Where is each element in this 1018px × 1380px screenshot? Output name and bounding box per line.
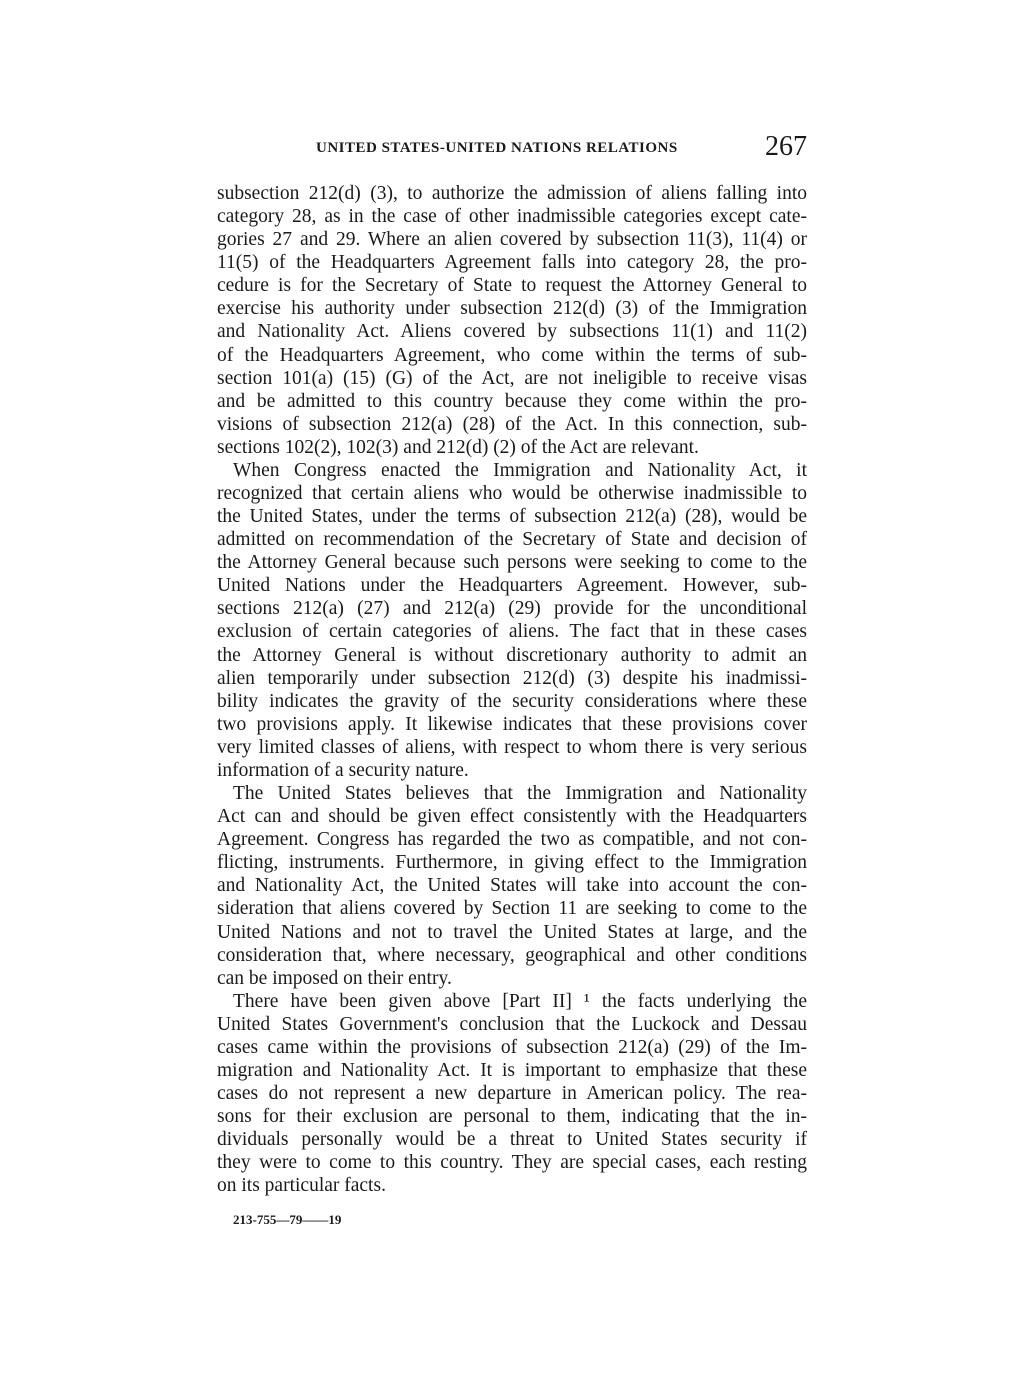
page-number: 267 (765, 131, 807, 162)
text-line: and Nationality Act, the United States will take into account the con- (217, 875, 807, 897)
text-line: recognized that certain aliens who would be otherwise inadmissible to (217, 483, 807, 505)
text-line: When Congress enacted the Immigration and Nationality Act, it (233, 459, 807, 481)
text-line: cedure is for the Secretary of State to request the Attorney General to (217, 275, 807, 297)
paragraph-4 (217, 990, 807, 1198)
text-line: and Nationality Act. Aliens covered by subsections 11(1) and 11(2) (217, 321, 807, 343)
text-line: two provisions apply. It likewise indicates that these provisions cover (217, 713, 807, 735)
text-line: the Attorney General is without discretionary authority to admit an (217, 644, 807, 666)
text-line: consideration that, where necessary, geographical and other conditions (217, 944, 807, 966)
text-line: bility indicates the gravity of the security considerations where these (217, 690, 807, 712)
text-line: sections 212(a) (27) and 212(a) (29) provide for the unconditional (217, 598, 807, 620)
paragraph-1 (217, 182, 807, 459)
text-line: dividuals personally would be a threat to United States security if (217, 1129, 807, 1151)
text-line: flicting, instruments. Furthermore, in giving effect to the Immigration (217, 852, 807, 874)
text-line: and be admitted to this country because they come within the pro- (217, 390, 807, 412)
text-line: sideration that aliens covered by Section 11 are seeking to come to the (217, 898, 807, 920)
paragraph-2 (217, 459, 807, 782)
text-line: information of a security nature. (217, 759, 469, 781)
text-line: The United States believes that the Immigration and Nationality (233, 783, 807, 805)
text-line: exercise his authority under subsection 212(d) (3) of the Immigration (217, 298, 807, 320)
text-line: visions of subsection 212(a) (28) of the Act. In this connection, sub- (217, 413, 807, 435)
text-line: category 28, as in the case of other inadmissible categories except cate- (217, 206, 807, 228)
text-line: 11(5) of the Headquarters Agreement falls into category 28, the pro- (217, 252, 807, 274)
text-line: of the Headquarters Agreement, who come within the terms of sub- (217, 344, 807, 366)
text-line: gories 27 and 29. Where an alien covered by subsection 11(3), 11(4) or (217, 229, 807, 251)
running-head: UNITED STATES-UNITED NATIONS RELATIONS (316, 140, 678, 156)
text-line: the Attorney General because such persons were seeking to come to the (217, 552, 807, 574)
text-line: sons for their exclusion are personal to them, indicating that the in- (217, 1106, 807, 1128)
paragraph-3 (217, 782, 807, 990)
text-line: There have been given above [Part II] ¹ the facts underlying the (233, 990, 807, 1012)
printer-signature-line: 213-755—79——19 (233, 1212, 342, 1227)
text-line: section 101(a) (15) (G) of the Act, are not ineligible to receive visas (217, 367, 807, 389)
text-line: Act can and should be given effect consistently with the Headquarters (217, 806, 807, 828)
text-line: United Nations under the Headquarters Agreement. However, sub- (217, 575, 807, 597)
text-line: United States Government's conclusion that the Luckock and Dessau (217, 1013, 807, 1035)
text-line: cases do not represent a new departure in American policy. The rea- (217, 1083, 807, 1105)
text-line: United Nations and not to travel the United States at large, and the (217, 921, 807, 943)
text-line: exclusion of certain categories of aliens. The fact that in these cases (217, 621, 807, 643)
text-line: can be imposed on their entry. (217, 967, 452, 989)
text-line: very limited classes of aliens, with respect to whom there is very serious (217, 736, 807, 758)
text-line: sections 102(2), 102(3) and 212(d) (2) of the Act are relevant. (217, 436, 699, 458)
text-line: cases came within the provisions of subsection 212(a) (29) of the Im- (217, 1036, 807, 1058)
text-line: the United States, under the terms of subsection 212(a) (28), would be (217, 506, 807, 528)
text-line: they were to come to this country. They are special cases, each resting (217, 1152, 807, 1174)
text-line: on its particular facts. (217, 1175, 386, 1197)
body-text (217, 182, 807, 1197)
text-line: subsection 212(d) (3), to authorize the admission of aliens falling into (217, 183, 807, 204)
text-line: Agreement. Congress has regarded the two as compatible, and not con- (217, 829, 807, 851)
text-line: alien temporarily under subsection 212(d) (3) despite his inadmissi- (217, 667, 807, 689)
text-line: migration and Nationality Act. It is important to emphasize that these (217, 1059, 807, 1081)
text-line: admitted on recommendation of the Secretary of State and decision of (217, 529, 807, 551)
